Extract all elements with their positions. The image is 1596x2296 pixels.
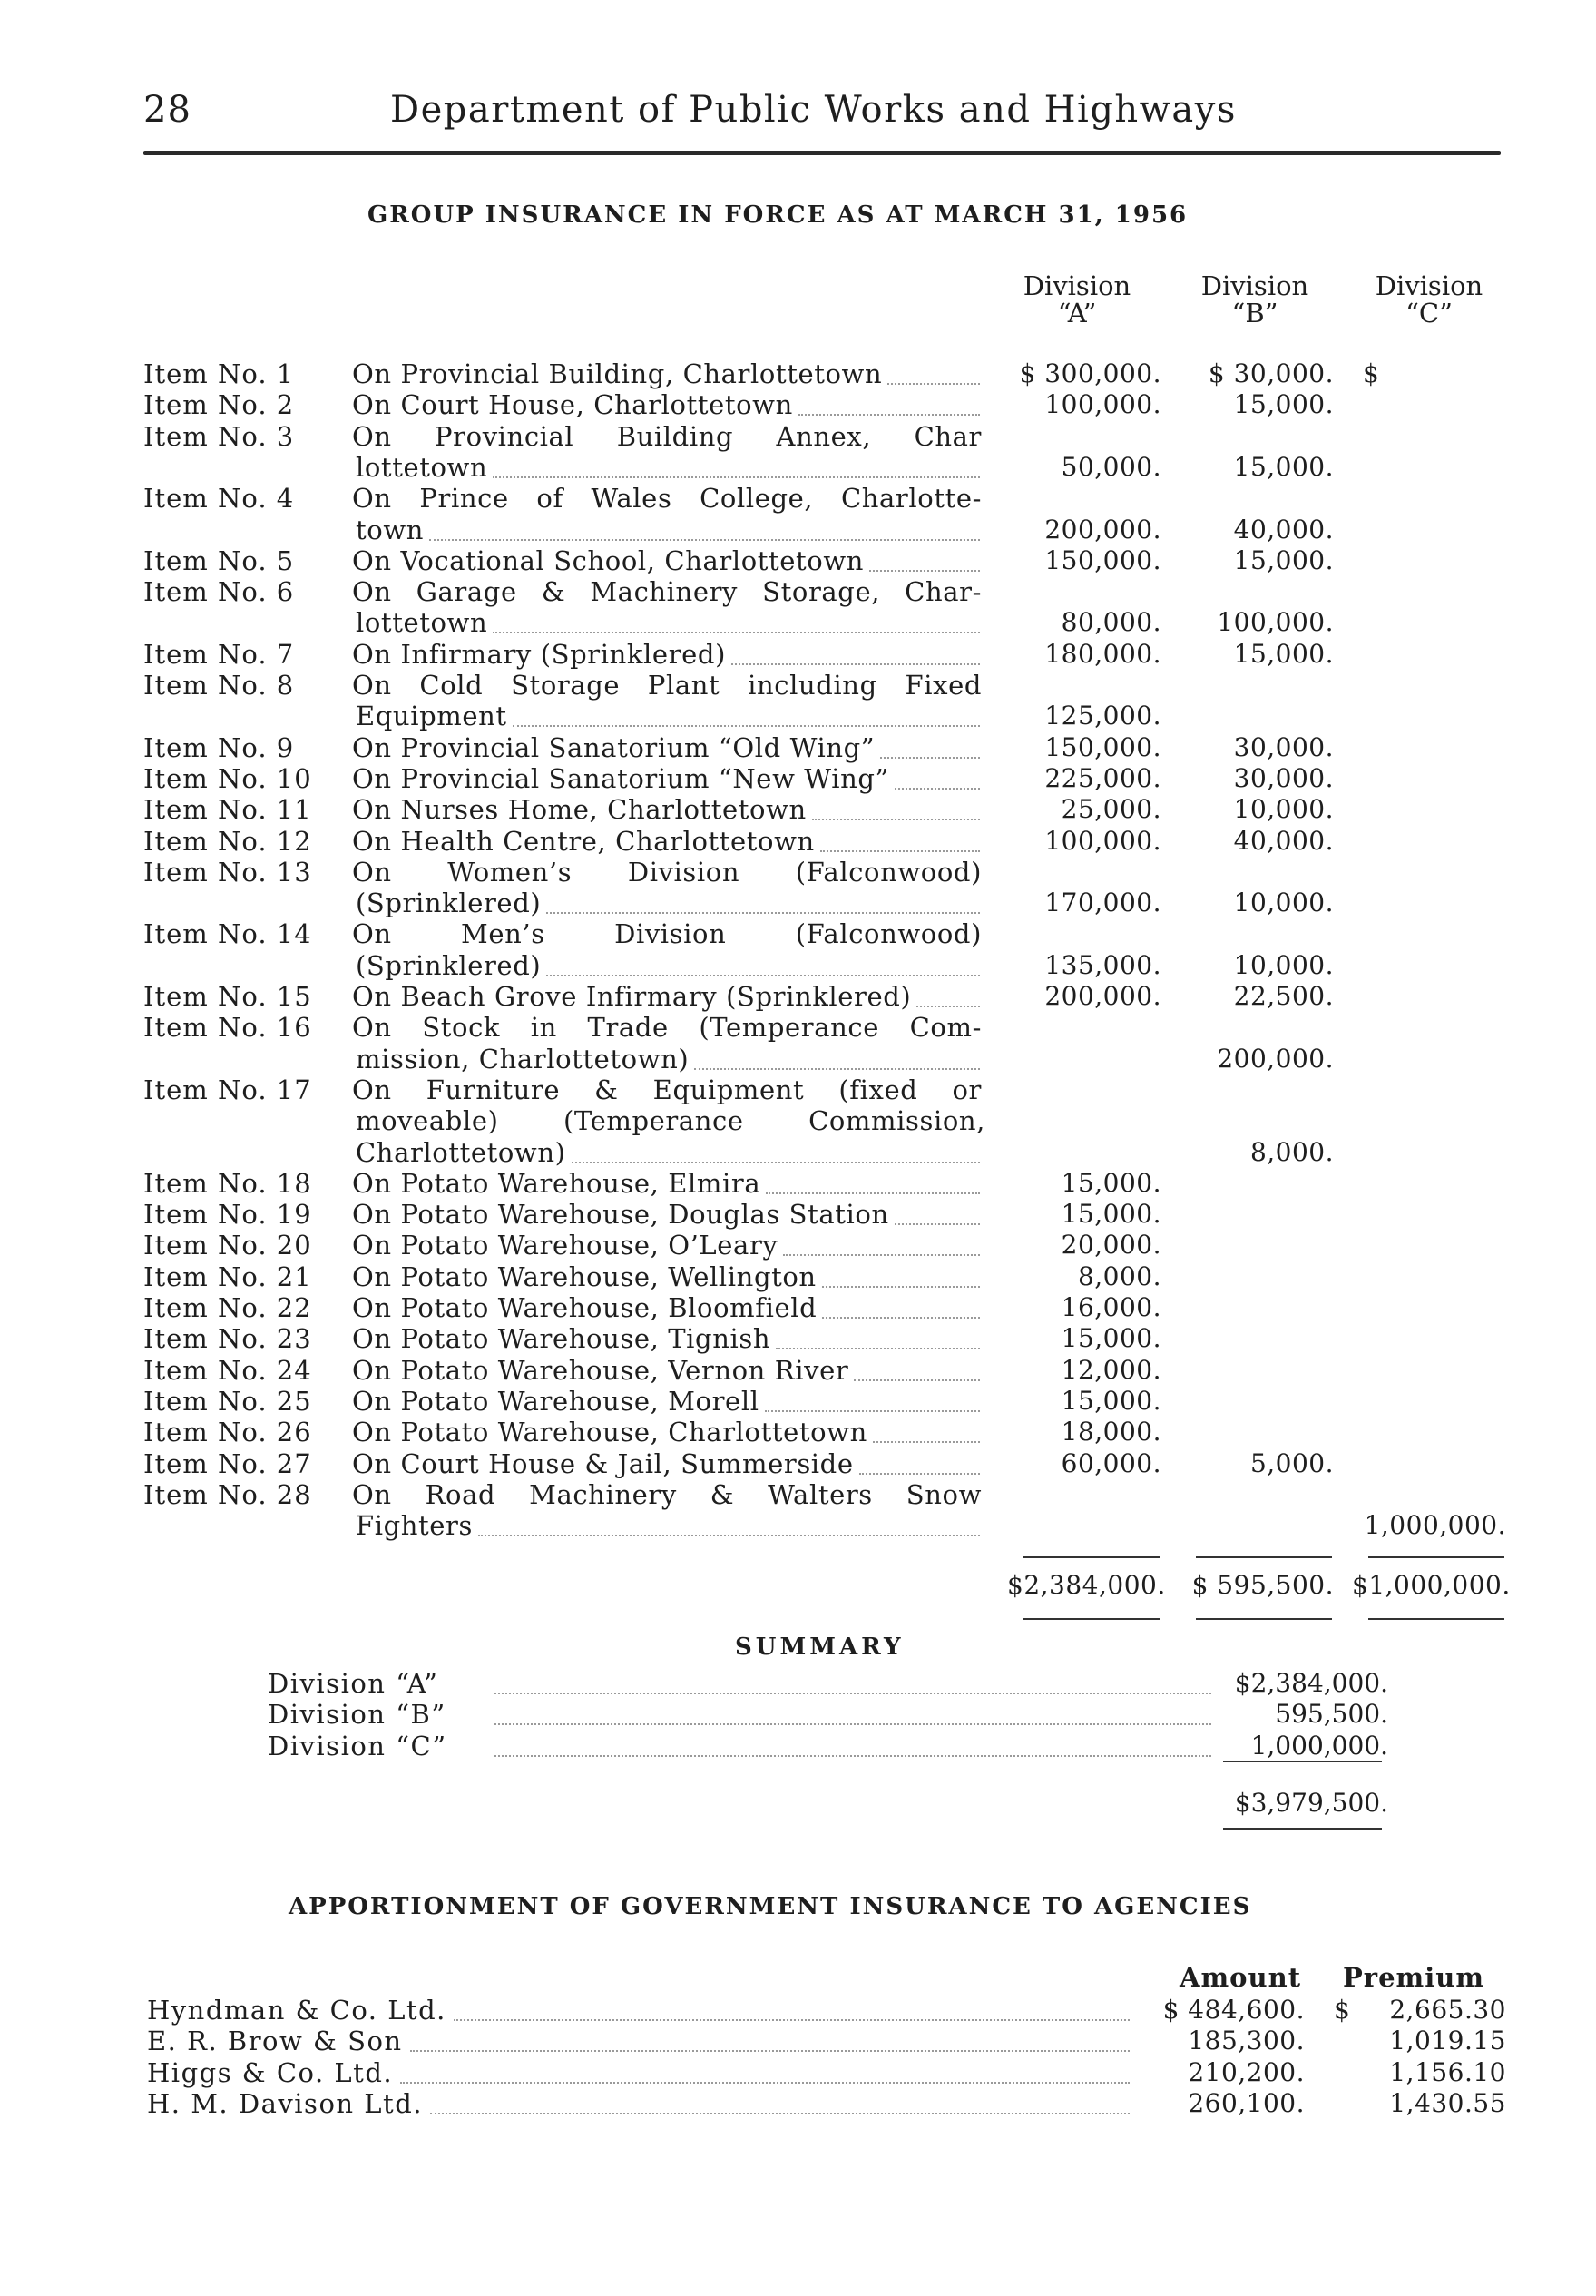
item-number: Item No. 6 [143,576,295,608]
item-description: lottetown [356,451,488,483]
amount-division-a: 100,000. [1044,389,1161,420]
item-description: On Infirmary (Sprinklered) [352,638,726,670]
amount-division-b: 15,000. [1233,451,1334,482]
dot-leader [731,663,980,665]
dot-leader [546,975,980,976]
total-rule-a [1023,1556,1160,1558]
dot-leader [493,476,980,478]
amount-division-a: 15,000. [1061,1385,1161,1416]
item-number: Item No. 21 [143,1261,312,1292]
dot-leader [494,1723,1211,1725]
total-underline-c [1368,1618,1504,1620]
summary-title: SUMMARY [735,1634,905,1661]
item-number: Item No. 18 [143,1167,312,1199]
summary-label: Division “A” [268,1668,439,1699]
item-number: Item No. 4 [143,483,295,515]
item-description: On Health Centre, Charlottetown [352,825,815,857]
dot-leader [513,725,980,727]
item-number: Item No. 23 [143,1323,312,1355]
page-number: 28 [143,89,191,131]
item-description: On Stock in Trade (Temperance Com- [352,1012,982,1044]
item-description: On Men’s Division (Falconwood) [352,918,982,950]
dot-leader [820,850,980,852]
item-description: Fighters [356,1510,473,1542]
agency-name: Hyndman & Co. Ltd. [147,1995,446,2026]
amount-division-b: 15,000. [1233,545,1334,575]
amount-division-b: $ 30,000. [1208,358,1334,388]
item-description: On Furniture & Equipment (fixed or [352,1074,982,1105]
item-number: Item No. 28 [143,1478,312,1510]
dot-leader [572,1162,980,1163]
item-description: On Potato Warehouse, Vernon River [352,1354,849,1386]
amount-division-b: 10,000. [1233,888,1334,918]
agency-amount: 210,200. [1188,2056,1305,2087]
item-number: Item No. 27 [143,1447,312,1479]
item-description: On Garage & Machinery Storage, Char- [352,576,982,608]
agency-name: E. R. Brow & Son [147,2026,403,2057]
amount-division-a: 12,000. [1061,1354,1161,1385]
agency-premium: 1,156.10 [1389,2056,1506,2087]
item-description: mission, Charlottetown) [356,1043,690,1074]
item-description: On Potato Warehouse, Charlottetown [352,1417,867,1448]
item-description: (Sprinklered) [356,888,542,919]
apportionment-title: APPORTIONMENT OF GOVERNMENT INSURANCE TO AGENCIES [289,1893,1252,1920]
amount-division-a: 25,000. [1061,794,1161,825]
item-description: On Potato Warehouse, Bloomfield [352,1292,818,1323]
agency-amount: $ 484,600. [1162,1995,1305,2025]
dot-leader [880,757,980,759]
dot-leader [895,1223,980,1225]
amount-division-a: 18,000. [1061,1417,1161,1447]
item-description: moveable) (Temperance Commission, [356,1105,985,1137]
dot-leader [822,1317,980,1319]
column-header-line1: Division [1023,270,1131,301]
dot-leader [766,1192,980,1194]
amount-division-c: 1,000,000. [1364,1510,1506,1541]
amount-division-b: 30,000. [1233,731,1334,762]
agency-premium: 2,665.30 [1389,1995,1506,2025]
item-number: Item No. 20 [143,1230,312,1261]
summary-value: 1,000,000. [1250,1730,1388,1761]
column-header-line1: Division [1375,270,1483,301]
amount-division-b: 15,000. [1233,638,1334,669]
item-number: Item No. 17 [143,1074,312,1105]
dot-leader [859,1473,980,1475]
item-description: On Beach Grove Infirmary (Sprinklered) [352,981,912,1012]
item-number: Item No. 1 [143,358,295,389]
dot-leader [430,2113,1130,2114]
item-description: On Vocational School, Charlottetown [352,545,865,576]
dot-leader [400,2082,1130,2084]
dot-leader [429,539,980,541]
item-number: Item No. 3 [143,420,295,452]
column-header-line2: “C” [1405,298,1453,329]
item-description: On Provincial Building, Charlottetown [352,358,883,389]
amount-division-a: $ 300,000. [1019,358,1161,388]
amount-division-a: 150,000. [1044,731,1161,762]
item-description: On Women’s Division (Falconwood) [352,856,982,888]
item-description: Charlottetown) [356,1136,566,1168]
total-rule-b [1196,1556,1332,1558]
column-header-division-c [1343,272,1515,327]
dot-leader [454,2019,1130,2021]
item-description: On Potato Warehouse, Morell [352,1385,759,1417]
item-number: Item No. 24 [143,1354,312,1386]
dot-leader [916,1006,980,1007]
amount-division-a: 15,000. [1061,1199,1161,1230]
summary-value: 595,500. [1275,1699,1388,1730]
item-number: Item No. 9 [143,731,295,763]
total-rule-c [1368,1556,1504,1558]
summary-label: Division “C” [268,1730,447,1761]
amount-division-b: 10,000. [1233,949,1334,980]
item-description: On Cold Storage Plant including Fixed [352,670,982,701]
summary-underline [1223,1828,1382,1830]
amount-division-a: 15,000. [1061,1323,1161,1354]
item-number: Item No. 15 [143,981,312,1012]
total-division-b: $ 595,500. [1191,1570,1334,1600]
column-header-line2: “A” [1057,298,1097,329]
amount-division-a: 15,000. [1061,1167,1161,1198]
item-number: Item No. 10 [143,762,312,794]
amount-division-a: 170,000. [1044,888,1161,918]
amount-division-a: 180,000. [1044,638,1161,669]
amount-division-a: 200,000. [1044,514,1161,545]
item-description: On Road Machinery & Walters Snow [352,1478,982,1510]
amount-division-b: 40,000. [1233,825,1334,856]
dot-leader [765,1410,980,1412]
dot-leader [869,570,980,572]
agency-name: Higgs & Co. Ltd. [147,2056,394,2088]
total-division-a: $2,384,000. [1007,1570,1166,1600]
summary-total: $3,979,500. [1234,1788,1388,1818]
dot-leader [776,1348,980,1349]
item-number: Item No. 26 [143,1417,312,1448]
column-header-division-b [1169,272,1341,327]
item-number: Item No. 13 [143,856,312,888]
agency-amount: 185,300. [1188,2026,1305,2056]
agency-premium: 1,430.55 [1389,2087,1506,2118]
amount-division-a: 20,000. [1061,1230,1161,1261]
total-underline-a [1023,1618,1160,1620]
item-number: Item No. 11 [143,794,312,826]
item-description: On Potato Warehouse, O’Leary [352,1230,778,1261]
summary-label: Division “B” [268,1699,446,1731]
premium-header: Premium [1343,1962,1485,1993]
dot-leader [812,819,980,820]
amount-division-b: 100,000. [1217,607,1334,638]
amount-division-b: 8,000. [1249,1136,1334,1167]
dot-leader [873,1441,980,1443]
item-number: Item No. 7 [143,638,295,670]
item-description: On Court House, Charlottetown [352,389,793,421]
amount-division-b: 5,000. [1249,1447,1334,1478]
amount-division-a: 150,000. [1044,545,1161,575]
item-description: On Potato Warehouse, Douglas Station [352,1199,889,1231]
dot-leader [887,383,980,385]
group-insurance-title: GROUP INSURANCE IN FORCE AS AT MARCH 31, 1956 [367,201,1189,229]
dot-leader [822,1286,980,1288]
amount-division-b: 200,000. [1217,1043,1334,1074]
item-description: On Provincial Sanatorium “Old Wing” [352,731,876,763]
amount-division-a: 8,000. [1077,1261,1161,1291]
item-number: Item No. 14 [143,918,312,950]
item-description: On Potato Warehouse, Wellington [352,1261,817,1292]
item-number: Item No. 19 [143,1199,312,1231]
header-rule [143,151,1501,155]
item-description: lottetown [356,607,488,639]
item-number: Item No. 8 [143,670,295,701]
item-number: Item No. 12 [143,825,312,857]
item-number: Item No. 16 [143,1012,312,1044]
item-description: On Provincial Building Annex, Char [352,420,982,452]
amount-division-b: 40,000. [1233,514,1334,545]
item-description: On Prince of Wales College, Charlotte- [352,483,982,515]
amount-division-b: 10,000. [1233,794,1334,825]
amount-division-a: 125,000. [1044,701,1161,731]
dot-leader [854,1379,980,1381]
amount-division-a: 60,000. [1061,1447,1161,1478]
item-number: Item No. 2 [143,389,295,421]
dot-leader [493,632,980,633]
column-header-line1: Division [1200,270,1309,301]
dot-leader [895,788,980,790]
item-description: On Potato Warehouse, Tignish [352,1323,771,1355]
dot-leader [546,912,980,914]
amount-division-b: 22,500. [1233,981,1334,1011]
item-description: On Potato Warehouse, Elmira [352,1167,761,1199]
dot-leader [783,1254,980,1256]
column-header-line2: “B” [1231,298,1278,329]
amount-division-a: 16,000. [1061,1292,1161,1322]
dot-leader [494,1755,1211,1757]
amount-header: Amount [1180,1962,1302,1993]
item-description: On Provincial Sanatorium “New Wing” [352,762,889,794]
amount-division-a: 135,000. [1044,949,1161,980]
amount-division-a: 80,000. [1061,607,1161,638]
item-number: Item No. 5 [143,545,295,576]
total-division-c: $1,000,000. [1352,1570,1511,1600]
dot-leader [494,1693,1211,1694]
amount-division-a: 50,000. [1061,451,1161,482]
item-description: On Court House & Jail, Summerside [352,1447,854,1479]
item-number: Item No. 25 [143,1385,312,1417]
item-description: town [356,514,425,545]
amount-division-b: 30,000. [1233,762,1334,793]
amount-division-a: 100,000. [1044,825,1161,856]
item-description: Equipment [356,701,507,732]
agency-premium: 1,019.15 [1389,2026,1506,2056]
dot-leader [478,1535,980,1536]
agency-amount: 260,100. [1188,2087,1305,2118]
item-description: On Nurses Home, Charlottetown [352,794,807,826]
dot-leader [410,2050,1130,2052]
item-description: (Sprinklered) [356,949,542,981]
dot-leader [694,1068,980,1070]
amount-division-a: 225,000. [1044,762,1161,793]
agency-name: H. M. Davison Ltd. [147,2087,423,2119]
column-header-division-a [991,272,1163,327]
amount-division-c: $ [1363,358,1380,388]
amount-division-b: 15,000. [1233,389,1334,420]
dot-leader [798,414,980,416]
summary-value: $2,384,000. [1234,1668,1388,1698]
amount-division-a: 200,000. [1044,981,1161,1011]
premium-currency: $ [1334,1995,1351,2025]
running-title: Department of Public Works and Highways [390,89,1237,131]
total-underline-b [1196,1618,1332,1620]
item-number: Item No. 22 [143,1292,312,1323]
summary-rule [1223,1761,1382,1762]
